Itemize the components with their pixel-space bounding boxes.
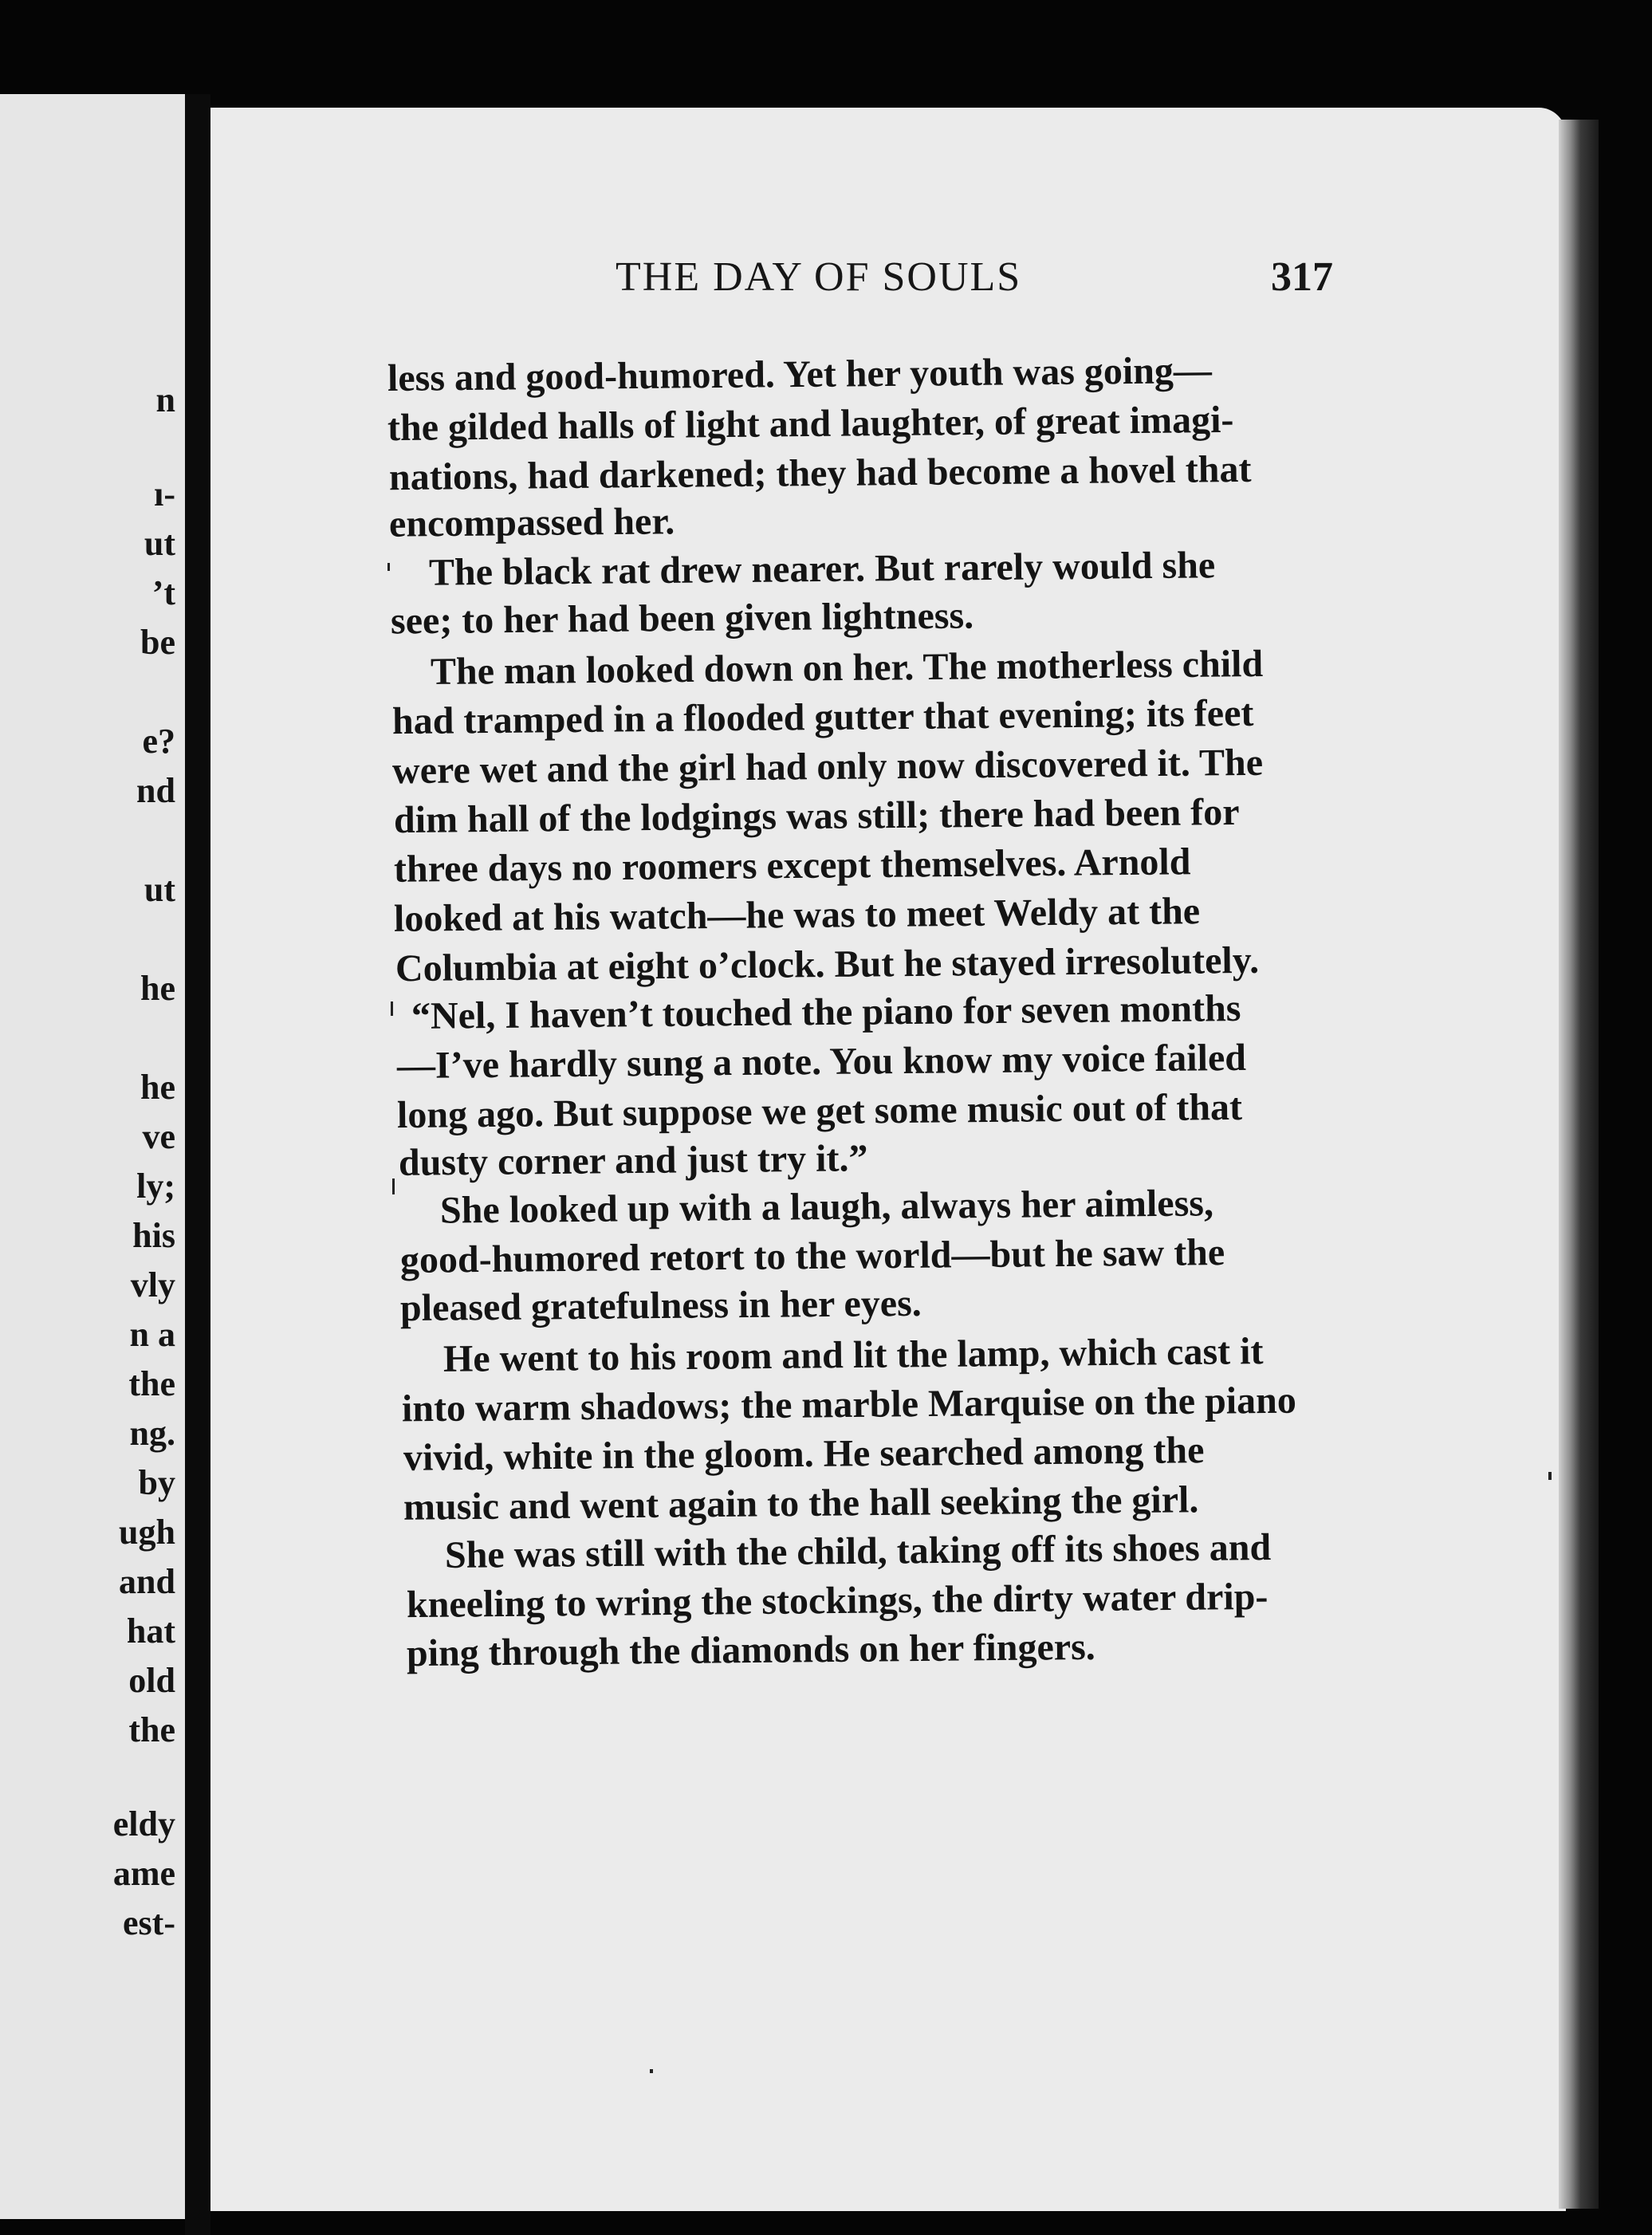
body-line: She looked up with a laugh, always her aimless,: [439, 1182, 1214, 1232]
left-page-fragment: nd: [136, 771, 175, 810]
page-number: 317: [1271, 254, 1333, 300]
body-line: three days no roomers except themselves. Arnold: [393, 840, 1191, 891]
body-line: kneeling to wring the stockings, the dirty water drip-: [406, 1575, 1268, 1627]
left-page-fragment: e?: [142, 722, 175, 761]
left-page-fragment: ng.: [129, 1414, 175, 1453]
body-line: vivid, white in the gloom. He searched among the: [403, 1429, 1205, 1479]
left-page-fragment: ut: [144, 524, 175, 563]
book-gutter: [185, 94, 210, 2235]
left-page-fragment: ’t: [151, 573, 175, 612]
scan-speck: [391, 1001, 393, 1016]
left-page-fragment: be: [140, 623, 175, 662]
left-page-fragment: ly;: [136, 1167, 175, 1206]
left-page-fragment: he: [140, 969, 175, 1008]
left-page-fragment: old: [128, 1661, 175, 1700]
body-line: into warm shadows; the marble Marquise on the piano: [401, 1379, 1297, 1430]
body-line: see; to her had been given lightness.: [390, 594, 974, 643]
body-line: Columbia at eight o’clock. But he stayed irresolutely.: [395, 938, 1260, 990]
left-page-fragment: the: [128, 1364, 175, 1403]
body-line: “Nel, I haven’t touched the piano for seven months: [411, 987, 1241, 1037]
body-line: The black rat drew nearer. But rarely would she: [428, 544, 1216, 594]
left-page-fragment: ı-: [154, 474, 175, 513]
left-page-fragment: est-: [123, 1903, 175, 1942]
left-page-fragment: n: [155, 380, 175, 419]
body-line: He went to his room and lit the lamp, which cast it: [442, 1330, 1264, 1380]
body-line: were wet and the girl had only now discovered it. The: [391, 741, 1264, 793]
body-line: pleased gratefulness in her eyes.: [399, 1281, 922, 1330]
left-page-fragment: vly: [130, 1265, 175, 1304]
body-line: the gilded halls of light and laughter, of great imagi-: [387, 398, 1234, 450]
body-line: good-humored retort to the world—but he saw the: [399, 1231, 1225, 1281]
running-head: THE DAY OF SOULS: [616, 254, 1022, 300]
left-page-fragment: ut: [144, 870, 175, 909]
scan-speck: [1548, 1472, 1552, 1480]
body-line: looked at his watch—he was to meet Weldy at the: [393, 890, 1201, 940]
left-page-fragment: ugh: [119, 1513, 175, 1552]
body-line: The man looked down on her. The motherless child: [430, 642, 1264, 694]
body-line: long ago. But suppose we get some music out of that: [396, 1085, 1243, 1137]
left-page-fragment: by: [138, 1463, 175, 1502]
left-page-fragment: he: [140, 1068, 175, 1107]
left-page-fragment: ve: [142, 1117, 175, 1156]
body-line: encompassed her.: [388, 500, 675, 545]
left-page-fragment: and: [119, 1562, 175, 1601]
body-line: —I’ve hardly sung a note. You know my voice failed: [396, 1036, 1247, 1088]
scan-speck: [392, 1178, 395, 1194]
body-line: ping through the diamonds on her fingers.: [406, 1625, 1095, 1675]
body-line: nations, had darkened; they had become a hovel that: [388, 447, 1252, 499]
body-line: music and went again to the hall seeking the girl.: [403, 1478, 1199, 1529]
body-line: had tramped in a flooded gutter that evening; its feet: [391, 691, 1254, 743]
body-line: dim hall of the lodgings was still; there had been for: [393, 790, 1240, 842]
left-page-fragment: hat: [126, 1611, 175, 1651]
scan-speck: [650, 2069, 653, 2073]
left-page-fragment: his: [132, 1216, 175, 1255]
left-page-fragment: the: [128, 1710, 175, 1749]
left-page-fragment: ame: [112, 1854, 175, 1893]
body-line: She was still with the child, taking off its shoes and: [444, 1526, 1272, 1576]
page-edge-shadow: [1559, 120, 1599, 2209]
left-facing-page: [0, 94, 185, 2219]
body-line: less and good-humored. Yet her youth was going—: [387, 349, 1213, 399]
body-line: dusty corner and just try it.”: [398, 1137, 868, 1184]
left-page-fragment: n a: [129, 1315, 175, 1354]
scan-speck: [387, 563, 390, 571]
left-page-fragment: eldy: [112, 1804, 175, 1843]
